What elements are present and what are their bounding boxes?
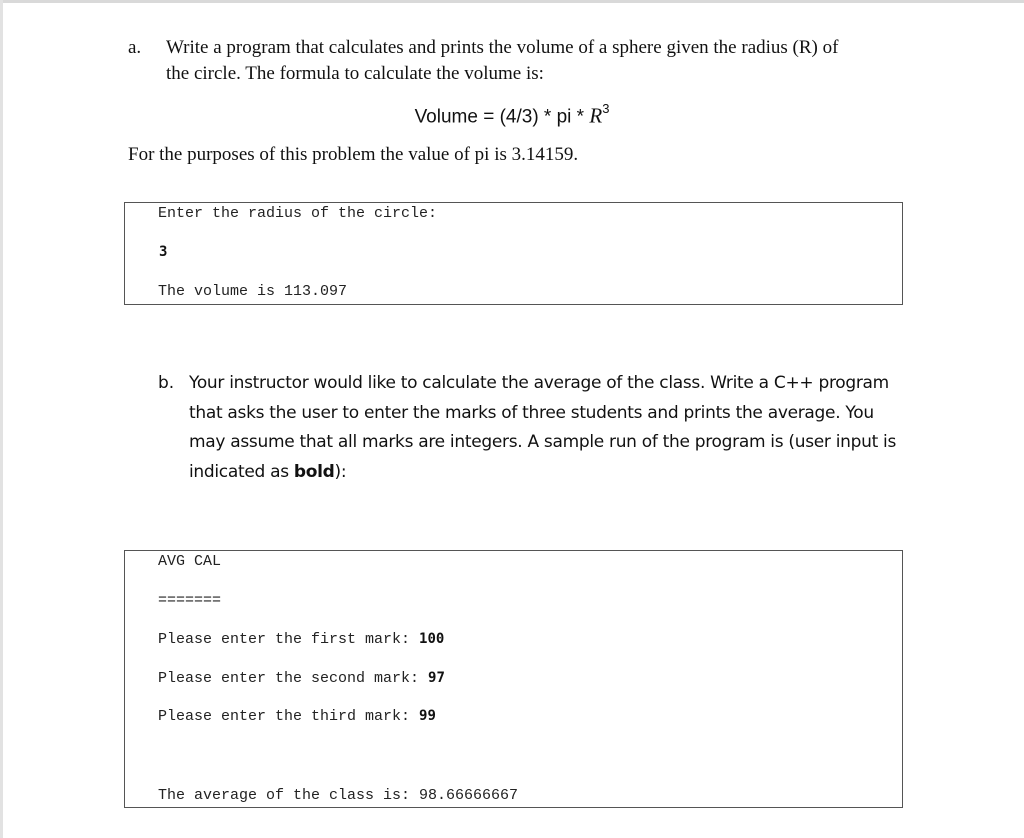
part-b-bold-word: bold (293, 461, 335, 482)
volume-formula (0, 98, 1024, 130)
console-a-result: The volume is 113.097 (158, 283, 348, 300)
console-b-third-line (158, 708, 436, 725)
console-b-title: AVG CAL (158, 553, 222, 570)
formula-text: Volume = (4/3) * pi * (414, 106, 590, 128)
part-b-line-4-suffix: ): (334, 461, 347, 482)
part-b-line-4-prefix: indicated as (189, 461, 294, 482)
part-b-line-2: that asks the user to enter the marks of three students and prints the average. You (189, 402, 874, 423)
part-b-label: b. (158, 373, 175, 393)
console-b-first-line (158, 631, 444, 648)
formula-exponent: 3 (602, 101, 610, 116)
console-b-second-line (158, 670, 445, 687)
console-b-underline: ======= (158, 592, 222, 609)
console-a-prompt: Enter the radius of the circle: (158, 205, 438, 222)
part-a-line-2: the circle. The formula to calculate the volume is: (166, 63, 544, 84)
page-top-border (0, 0, 1024, 3)
console-a-input: 3 (159, 244, 168, 260)
sample-run-box-a (124, 202, 903, 305)
part-a-description (166, 35, 926, 87)
part-a-line-1: Write a program that calculates and prints the volume of a sphere given the radius (R) of (166, 37, 839, 58)
console-b-result: The average of the class is: 98.66666667 (158, 787, 519, 804)
sample-run-box-b (124, 550, 903, 808)
part-b-description (189, 369, 909, 487)
part-b-line-3: may assume that all marks are integers. A sample run of the program is (user input is (189, 432, 897, 452)
second-mark-prompt: Please enter the second mark: (158, 670, 429, 687)
third-mark-input: 99 (419, 708, 436, 724)
first-mark-prompt: Please enter the first mark: (158, 631, 420, 648)
third-mark-prompt: Please enter the third mark: (158, 708, 420, 725)
first-mark-input: 100 (419, 631, 445, 647)
second-mark-input: 97 (428, 670, 445, 686)
pi-note: For the purposes of this problem the value of pi is 3.14159. (128, 144, 579, 165)
formula-radius-variable: R (589, 103, 603, 128)
part-b-line-1: Your instructor would like to calculate the average of the class. Write a C++ program (189, 373, 889, 393)
part-a-label: a. (128, 37, 142, 58)
part-b-line-4 (189, 458, 909, 488)
